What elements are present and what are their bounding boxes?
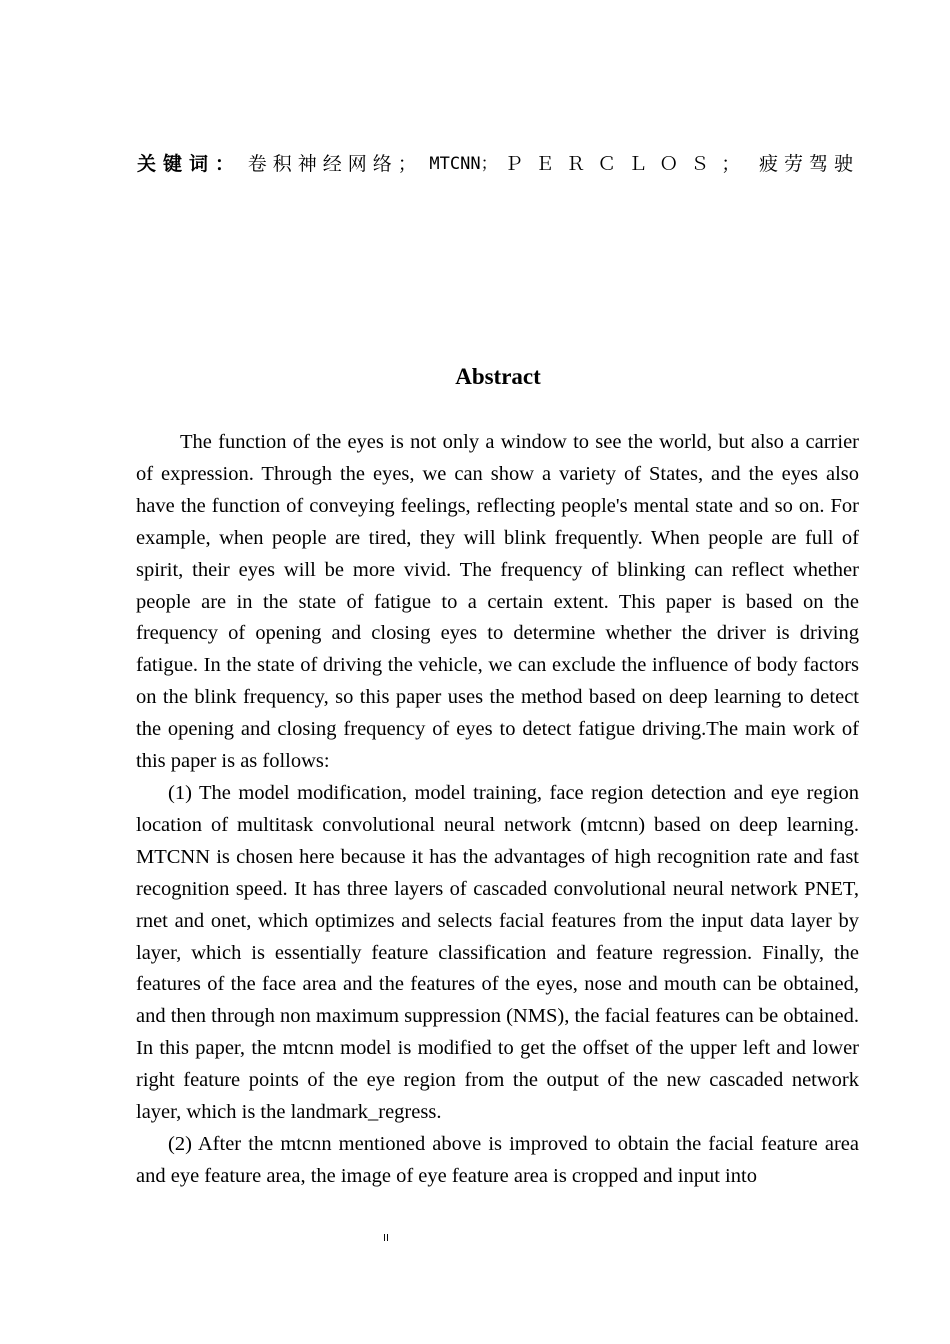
keyword-cnn: 卷积神经网络； bbox=[247, 153, 423, 175]
abstract-paragraph-2: (1) The model modification, model training, face region detection and eye region location of multitask convolutional neural network (mtcnn) based on deep learning. MTCNN is chosen here because it has the advantages of high recognition rate and fast recognition speed. It has three layers of cascaded convolutional neural network PNET, rnet and onet, which optimizes and selects facial features from the input data layer by layer, which is essentially feature classification and feature regression. Finally, the features of the face area and the features of the eyes, nose and mouth can be obtained, and then through non maximum suppression (NMS), the facial features can be obtained. In this paper, the mtcnn model is modified to get the offset of the upper left and lower right feature points of the eye region from the output of the new cascaded network layer, which is the landmark_regress. bbox=[136, 781, 860, 1124]
keyword-perclos: ＰＥＲＣＬＯＳ； bbox=[504, 153, 753, 175]
abstract-title: Abstract bbox=[455, 364, 541, 389]
keyword-mtcnn: MTCNN； bbox=[429, 154, 498, 174]
keywords-line bbox=[137, 150, 859, 178]
abstract-paragraph-3: (2) After the mtcnn mentioned above is improved to obtain the facial feature area and eye feature area, the image of eye feature area is cropped and input into bbox=[136, 1132, 859, 1187]
keyword-fatigue-driving: 疲劳驾驶 bbox=[758, 153, 859, 175]
abstract-paragraph-1: The function of the eyes is not only a window to see the world, but also a carrier of expression. Through the eyes, we can show a variety of States, and the eyes also have the function of conveying feelings, reflecting people's mental state and so on. For example, when people are tired, they will blink frequently. When people are full of spirit, their eyes will be more vivid. The frequency of blinking can reflect whether people are in the state of fatigue to a certain extent. This paper is based on the frequency of opening and closing eyes to determine whether the driver is driving fatigue. In the state of driving the vehicle, we can exclude the influence of body factors on the blink frequency, so this paper uses the method based on deep learning to detect the opening and closing frequency of eyes to detect fatigue driving.The main work of this paper is as follows: bbox=[136, 431, 859, 773]
abstract-body bbox=[136, 427, 859, 1193]
keywords-label: 关键词： bbox=[137, 153, 242, 175]
page-number: II bbox=[383, 1233, 389, 1244]
